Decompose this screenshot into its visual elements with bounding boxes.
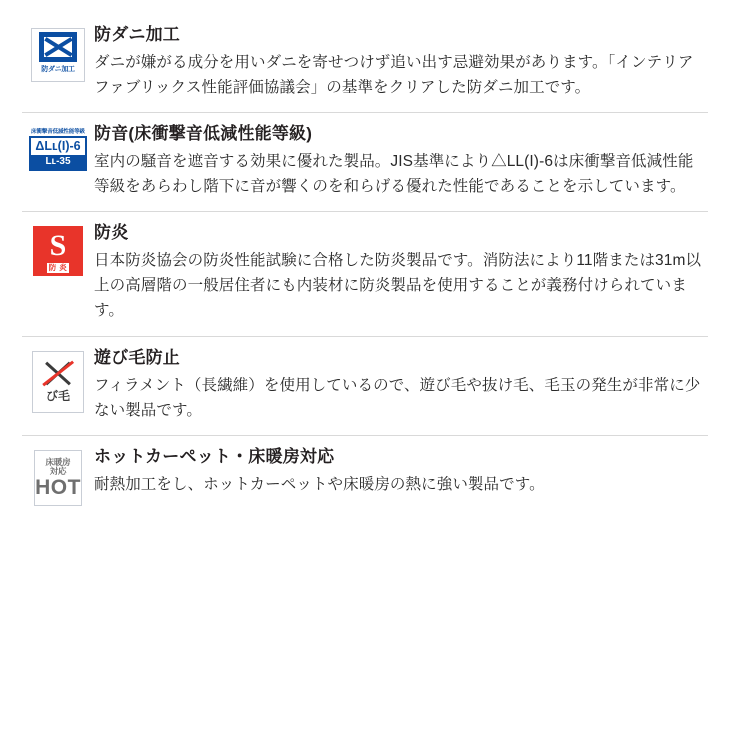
feature-row-floor-heating — [22, 436, 708, 518]
soundproof-icon — [28, 127, 88, 171]
floor-heating-icon-hot-text: HOT — [35, 475, 81, 499]
floor-heating-icon — [34, 450, 82, 506]
soundproof-icon-box — [29, 136, 87, 171]
anti-mite-icon-glyph — [39, 32, 77, 62]
feature-title: 遊び毛防止 — [94, 347, 180, 367]
text-column — [94, 222, 708, 323]
feature-body: フィラメント（長繊維）を使用しているので、遊び毛や抜け毛、毛玉の発生が非常に少ない製品です。 — [94, 376, 701, 419]
feature-row-flame-retardant — [22, 212, 708, 336]
feature-row-anti-fluff — [22, 337, 708, 436]
floor-heating-icon-line1: 床暖房 — [45, 456, 71, 467]
feature-row-anti-mite — [22, 14, 708, 113]
feature-body: 耐熱加工をし、ホットカーペットや床暖房の熱に強い製品です。 — [94, 475, 545, 493]
icon-column — [22, 24, 94, 82]
flame-retardant-icon-mark: S — [49, 229, 67, 262]
anti-mite-icon-caption: 防ダニ加工 — [41, 66, 75, 73]
anti-fluff-icon-glyph — [41, 359, 75, 389]
text-column — [94, 446, 708, 497]
floor-heating-icon-line2: 対応 — [49, 466, 67, 477]
feature-body: 室内の騒音を遮音する効果に優れた製品。JIS基準により△LL(I)-6は床衝撃音低減性能等級をあらわし階下に音が響くのを和らげる優れた性能であることを示しています。 — [94, 153, 694, 196]
feature-title: 防音(床衝撃音低減性能等級) — [94, 124, 313, 144]
icon-column — [22, 446, 94, 506]
feature-body: ダニが嫌がる成分を用いダニを寄せつけず追い出す忌避効果があります。「インテリアファブリックス性能評価協議会」の基準をクリアした防ダニ加工です。 — [94, 53, 694, 97]
feature-title: ホットカーペット・床暖房対応 — [94, 446, 335, 466]
anti-mite-icon — [31, 28, 85, 82]
anti-fluff-icon-caption: び毛 — [45, 389, 70, 404]
icon-column — [22, 123, 94, 171]
feature-title: 防ダニ加工 — [94, 25, 180, 44]
soundproof-icon-grade: ΔLʟ(I)-6 — [35, 139, 81, 154]
text-column — [94, 24, 708, 100]
flame-retardant-icon-caption: 防 炎 — [48, 262, 68, 272]
soundproof-icon-subgrade: Lʟ-35 — [31, 155, 85, 169]
feature-row-soundproof — [22, 113, 708, 212]
text-column — [94, 123, 708, 199]
anti-fluff-icon — [32, 351, 84, 413]
icon-column — [22, 347, 94, 413]
text-column — [94, 347, 708, 423]
feature-title: 防炎 — [94, 223, 129, 243]
feature-body: 日本防炎協会の防炎性能試験に合格した防炎製品です。消防法により11階または31m以上の高層階の一般居住者にも内装材に防炎製品を使用することが義務付けられています。 — [94, 252, 702, 320]
flame-retardant-icon — [33, 226, 83, 276]
icon-column — [22, 222, 94, 276]
soundproof-icon-top-caption: 床衝撃音低減性能等級 — [31, 129, 85, 136]
